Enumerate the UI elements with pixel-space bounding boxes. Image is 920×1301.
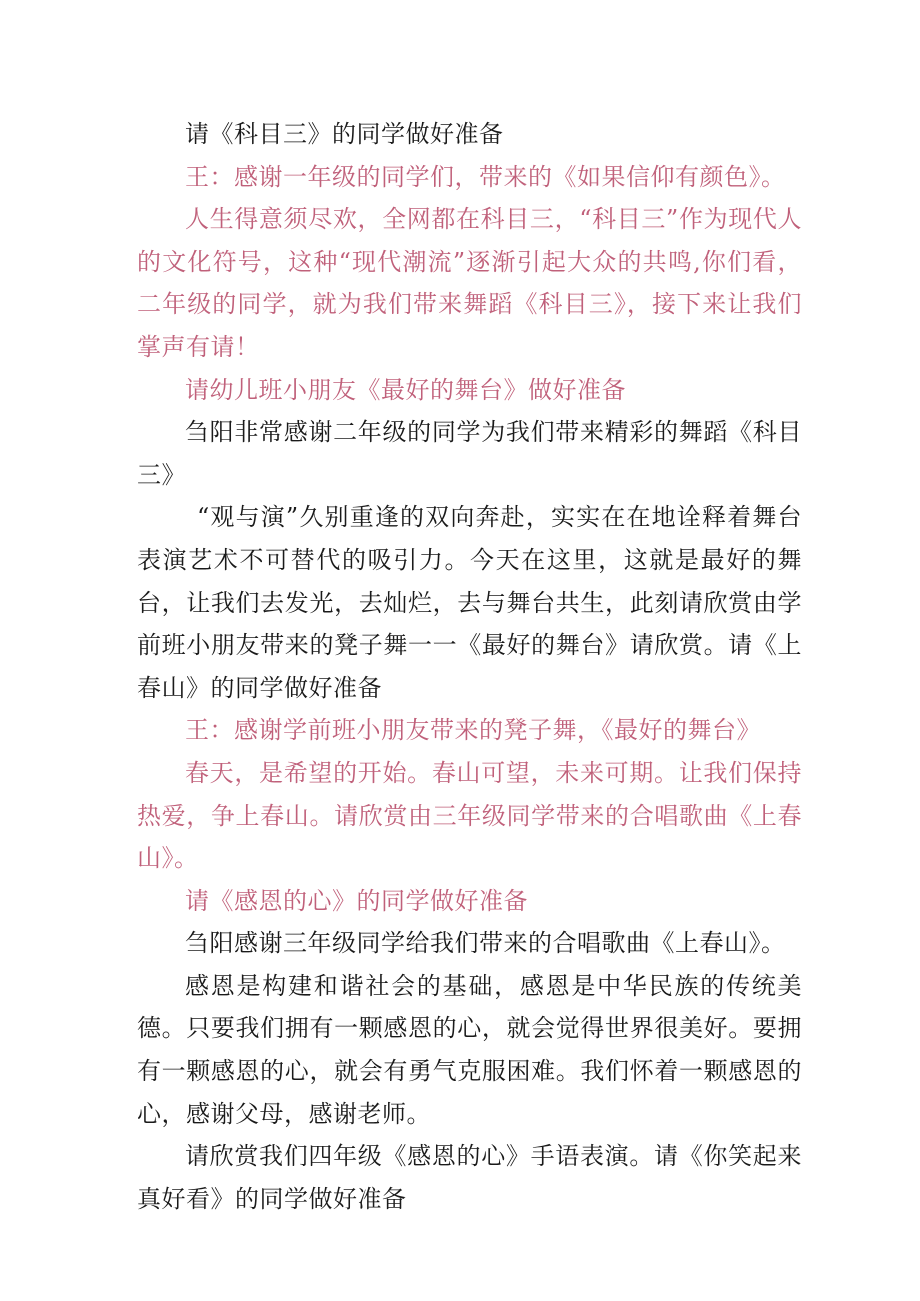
paragraph-9: 请《感恩的心》的同学做好准备 — [185, 886, 528, 915]
paragraph-4: 请幼儿班小朋友《最好的舞台》做好准备 — [185, 375, 626, 404]
paragraph-3: 人生得意须尽欢，全网都在科目三，“科目三”作为现代人的文化符号，这种“现代潮流”逐渐引起大众的共鸣,你们看，二年级的同学，就为我们带来舞蹈《科目三》，接下来让我们掌声有请！ — [137, 205, 802, 361]
paragraph-6: “观与演”久别重逢的双向奔赴，实实在在地诠释着舞台表演艺术不可替代的吸引力。今天在这里，这就是最好的舞台，让我们去发光，去灿烂，去与舞台共生，此刻请欣赏由学前班小朋友带来的凳子舞一一《最好的舞台》请欣赏。请《上春山》的同学做好准备 — [137, 503, 802, 702]
paragraph-8: 春天，是希望的开始。春山可望，未来可期。让我们保持热爱，争上春山。请欣赏由三年级同学带来的合唱歌曲《上春山》。 — [137, 758, 802, 873]
document-body — [137, 113, 802, 1220]
paragraph-1: 请《科目三》的同学做好准备 — [185, 120, 504, 148]
paragraph-10: 刍阳感谢三年级同学给我们带来的合唱歌曲《上春山》。 — [185, 929, 786, 958]
paragraph-5: 刍阳非常感谢二年级的同学为我们带来精彩的舞蹈《科目三》 — [137, 418, 802, 489]
paragraph-12: 请欣赏我们四年级《感恩的心》手语表演。请《你笑起来真好看》的同学做好准备 — [137, 1142, 802, 1213]
paragraph-7: 王：感谢学前班小朋友带来的凳子舞，《最好的舞台》 — [185, 716, 761, 745]
paragraph-11: 感恩是构建和谐社会的基础，感恩是中华民族的传统美德。只要我们拥有一颗感恩的心，就会觉得世界很美好。要拥有一颗感恩的心，就会有勇气克服困难。我们怀着一颗感恩的心，感谢父母，感谢老师。 — [137, 971, 802, 1128]
paragraph-2: 王：感谢一年级的同学们，带来的《如果信仰有颜色》。 — [185, 162, 786, 191]
